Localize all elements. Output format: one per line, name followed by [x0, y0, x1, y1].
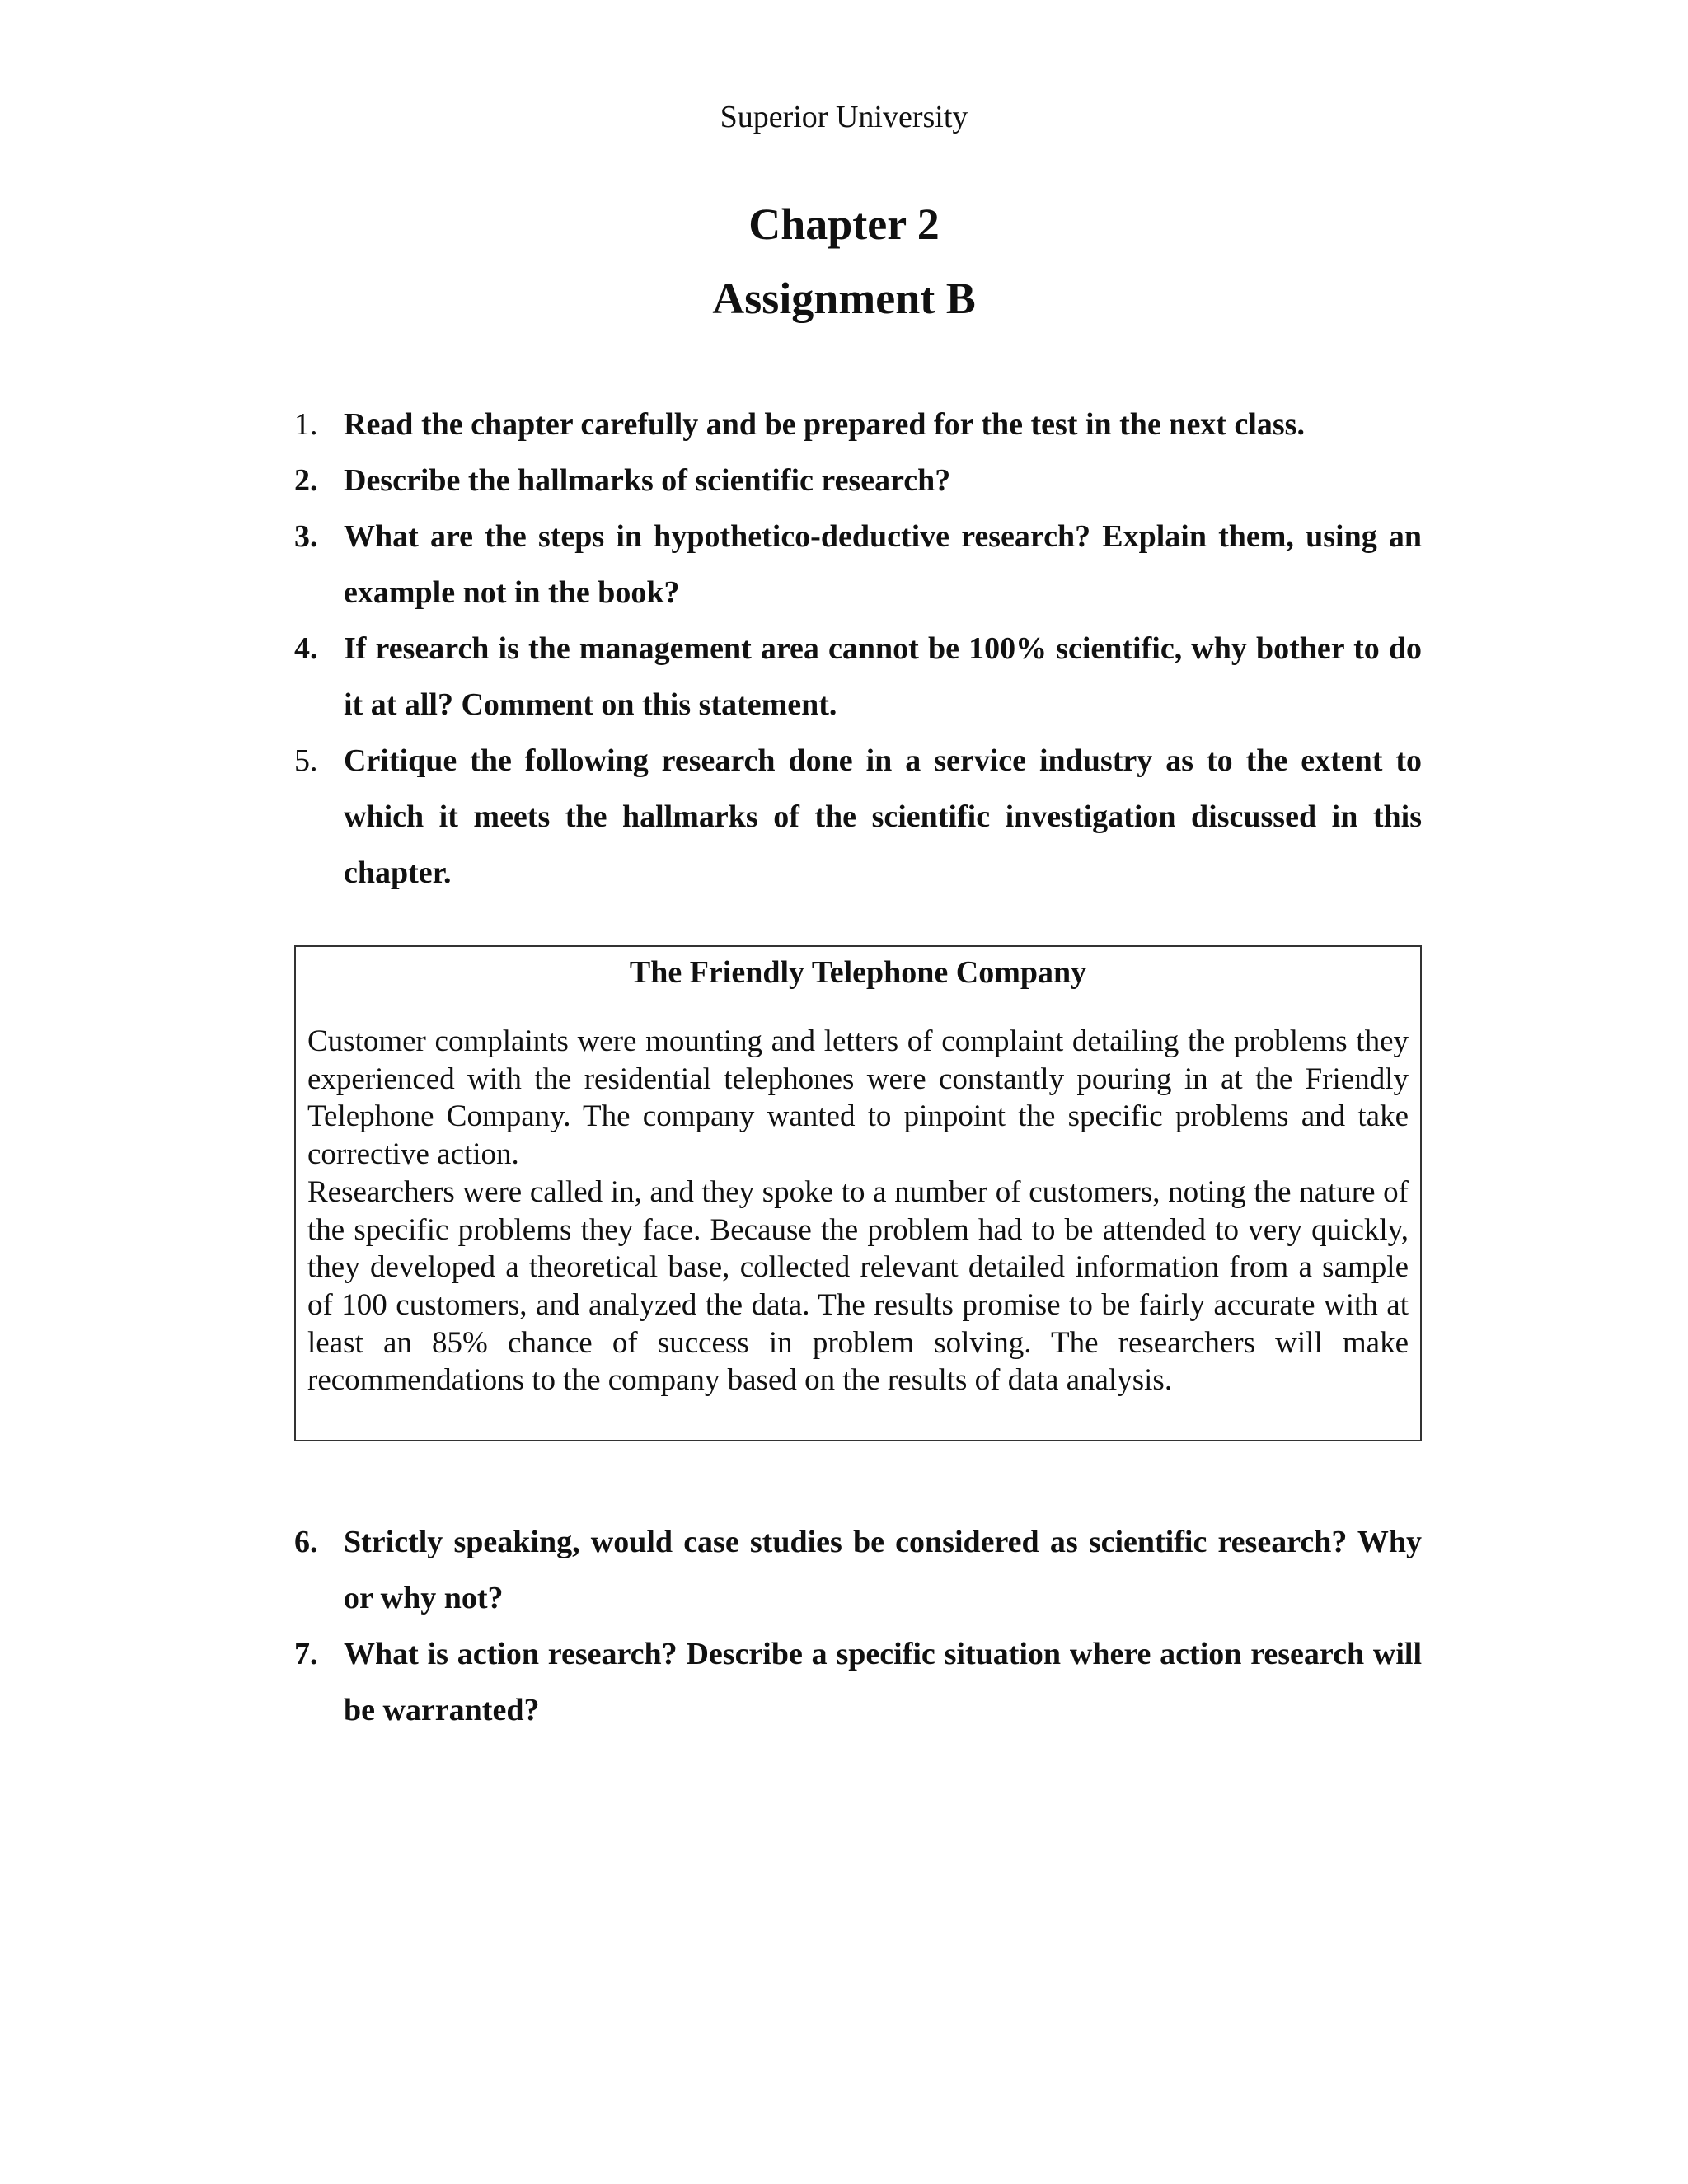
- question-1: [294, 396, 1422, 452]
- question-number: 5.: [294, 743, 318, 778]
- question-text: Read the chapter carefully and be prepared for the test in the next class.: [344, 407, 1305, 442]
- case-study-paragraph: Researchers were called in, and they spoke to a number of customers, noting the nature of the specific problems they face. Because the problem had to be attended to very quickly, they developed a theoretical base, collected relevant detailed information from a sample of 100 customers, and analyzed the data. The results promise to be fairly accurate with at least an 85% chance of success in problem solving. The researchers will make recommendations to the company based on the results of data analysis.: [307, 1174, 1409, 1398]
- question-number: 1.: [294, 407, 318, 442]
- question-7: [294, 1626, 1422, 1738]
- question-number: 2.: [294, 463, 318, 498]
- question-number: 3.: [294, 519, 318, 554]
- question-number: 6.: [294, 1525, 318, 1559]
- question-6: [294, 1514, 1422, 1626]
- assignment-title: Assignment B: [712, 274, 976, 323]
- question-list-bottom: [294, 1514, 1422, 1738]
- question-text: Critique the following research done in a service industry as to the extent to which it meets the hallmarks of the scientific investigation discussed in this chapter.: [344, 743, 1422, 890]
- question-text: What are the steps in hypothetico-deductive research? Explain them, using an example not in the book?: [344, 519, 1422, 610]
- question-text: What is action research? Describe a specific situation where action research will be warranted?: [344, 1637, 1422, 1727]
- chapter-title: Chapter 2: [748, 199, 940, 249]
- question-4: [294, 621, 1422, 733]
- question-list-top: [294, 396, 1422, 901]
- case-study-paragraph: Customer complaints were mounting and letters of complaint detailing the problems they experienced with the residential telephones were constantly pouring in at the Friendly Telephone Company. The company wanted to pinpoint the specific problems and take corrective action.: [307, 1024, 1409, 1172]
- case-study-box: [294, 945, 1422, 1441]
- question-2: [294, 452, 1422, 509]
- question-number: 4.: [294, 631, 318, 666]
- question-text: If research is the management area cannot be 100% scientific, why bother to do it at all? Comment on this statement.: [344, 631, 1422, 722]
- question-5: [294, 733, 1422, 901]
- case-study-title: The Friendly Telephone Company: [629, 955, 1087, 990]
- question-text: Describe the hallmarks of scientific research?: [344, 463, 951, 498]
- question-text: Strictly speaking, would case studies be considered as scientific research? Why or why not?: [344, 1525, 1422, 1615]
- institution-header: Superior University: [720, 100, 968, 134]
- question-number: 7.: [294, 1637, 318, 1671]
- question-3: [294, 509, 1422, 621]
